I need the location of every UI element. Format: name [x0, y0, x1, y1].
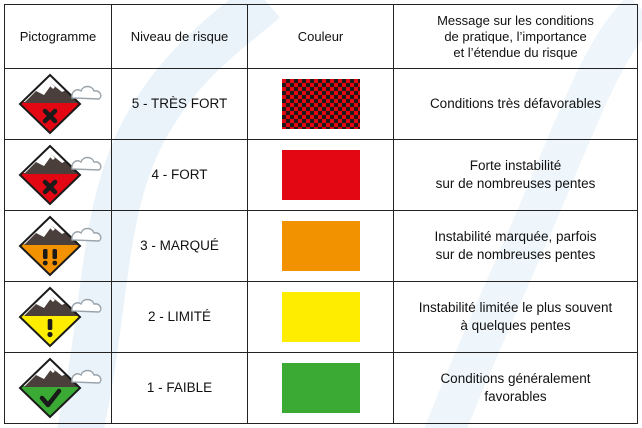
risk-message [394, 211, 638, 282]
color-cell [248, 353, 394, 424]
exclamation-symbol [47, 319, 52, 337]
header-message-line: Message sur les conditions [437, 12, 594, 28]
cloud-icon [72, 87, 101, 100]
message-line: sur de nombreuses pentes [435, 247, 596, 262]
risk-message [394, 353, 638, 424]
risk-row [5, 140, 638, 211]
message-line: Forte instabilité [469, 158, 562, 173]
message-line: sur de nombreuses pentes [435, 176, 596, 191]
cloud-icon [72, 300, 101, 313]
danger-pictogram-icon [14, 356, 102, 420]
header-message [394, 5, 638, 69]
danger-pictogram-icon [14, 285, 102, 349]
avalanche-risk-table [4, 4, 638, 424]
risk-row [5, 353, 638, 424]
risk-row [5, 211, 638, 282]
risk-row [5, 282, 638, 353]
header-row [5, 5, 638, 69]
risk-level: 5 - TRÈS FORT [112, 69, 248, 140]
header-message-line: et l’étendue du risque [453, 44, 578, 60]
message-line: Conditions très défavorables [429, 96, 602, 111]
cloud-icon [72, 158, 101, 171]
danger-pictogram-icon [14, 214, 102, 278]
risk-level: 1 - FAIBLE [112, 353, 248, 424]
cloud-icon [72, 229, 101, 242]
risk-level: 2 - LIMITÉ [112, 282, 248, 353]
header-message-line: de pratique, l’importance [444, 28, 587, 44]
color-swatch [282, 292, 360, 342]
header-level: Niveau de risque [112, 5, 248, 69]
color-swatch [282, 363, 360, 413]
message-line: Instabilité marquée, parfois [434, 229, 597, 244]
cloud-icon [72, 371, 101, 384]
color-swatch [282, 150, 360, 200]
danger-pictogram-icon [14, 72, 102, 136]
risk-message [394, 140, 638, 211]
message-line: à quelques pentes [460, 318, 571, 333]
risk-level: 3 - MARQUÉ [112, 211, 248, 282]
message-line: Instabilité limitée le plus souvent [418, 300, 613, 315]
color-swatch [282, 221, 360, 271]
pictogram-cell [5, 353, 112, 424]
risk-message [394, 282, 638, 353]
danger-pictogram-icon [14, 143, 102, 207]
risk-level: 4 - FORT [112, 140, 248, 211]
pictogram-cell [5, 282, 112, 353]
pictogram-cell [5, 140, 112, 211]
color-cell [248, 140, 394, 211]
pictogram-cell [5, 69, 112, 140]
pictogram-cell [5, 211, 112, 282]
color-cell [248, 282, 394, 353]
risk-message [394, 69, 638, 140]
message-line: Conditions généralement [440, 371, 591, 386]
message-line: favorables [484, 389, 547, 404]
color-swatch [282, 79, 360, 129]
header-pictogram: Pictogramme [5, 5, 112, 69]
risk-row [5, 69, 638, 140]
color-cell [248, 69, 394, 140]
color-cell [248, 211, 394, 282]
header-color: Couleur [248, 5, 394, 69]
